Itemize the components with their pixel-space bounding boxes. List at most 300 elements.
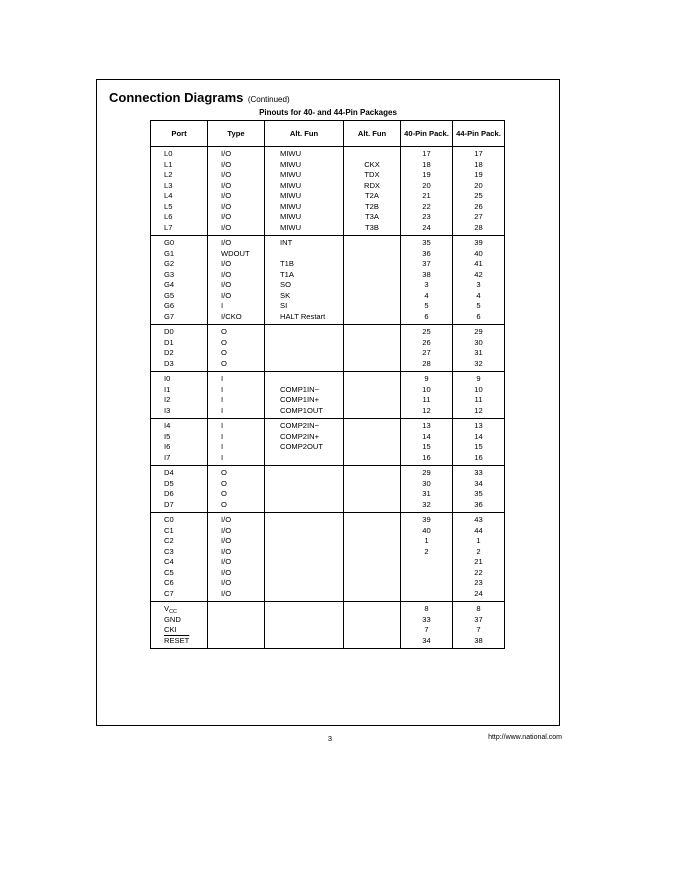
alt-fun-2-cell — [344, 513, 401, 602]
cell-value — [401, 568, 452, 579]
table-row — [151, 466, 505, 513]
cell-value: D0 — [164, 327, 174, 336]
cell-value: MIWU — [280, 170, 302, 179]
cell-value: 1 — [476, 536, 481, 545]
pin-44-cell — [453, 147, 505, 236]
cell-value: 23 — [474, 578, 483, 587]
page-frame — [96, 79, 560, 726]
cell-value: I/O — [221, 557, 232, 566]
cell-value: C2 — [164, 536, 174, 545]
cell-value — [401, 578, 452, 589]
cell-value: 32 — [474, 358, 483, 368]
type-cell — [208, 419, 265, 466]
cell-value: I — [221, 405, 224, 415]
page-number: 3 — [327, 734, 333, 743]
cell-value — [344, 374, 400, 385]
port-cell — [151, 513, 208, 602]
cell-value: 10 — [422, 384, 431, 394]
footer-url: http://www.national.com — [488, 734, 562, 741]
cell-value: COMP1IN− — [280, 384, 320, 394]
cell-value: I2 — [164, 395, 171, 404]
cell-value: 26 — [422, 337, 431, 347]
cell-value: 37 — [422, 259, 431, 268]
cell-value — [344, 385, 400, 396]
cell-value: INT — [280, 238, 293, 247]
port-cell — [151, 466, 208, 513]
cell-value: O — [221, 348, 227, 357]
cell-value: 36 — [474, 499, 483, 509]
cell-value: 20 — [422, 180, 431, 190]
cell-value: L4 — [164, 191, 173, 200]
cell-value: G0 — [164, 238, 175, 247]
cell-value: 29 — [474, 327, 483, 336]
cell-value: MIWU — [280, 159, 302, 169]
cell-value: L0 — [164, 149, 173, 158]
table-row — [151, 419, 505, 466]
type-cell — [208, 147, 265, 236]
cell-value: 30 — [422, 478, 431, 488]
cell-value: 3 — [476, 280, 481, 289]
cell-value: WDOUT — [221, 248, 250, 258]
col-header-port: Port — [151, 121, 208, 147]
cell-value: 35 — [422, 238, 431, 247]
cell-value: 25 — [422, 327, 431, 336]
col-header-type: Type — [208, 121, 265, 147]
alt-fun-2-cell — [344, 236, 401, 325]
pinout-table — [150, 120, 505, 649]
cell-value: 15 — [474, 442, 483, 451]
cell-value: 23 — [422, 212, 431, 221]
alt-fun-2-cell — [344, 147, 401, 236]
cell-value — [280, 536, 343, 547]
table-row — [151, 325, 505, 372]
cell-value: L1 — [164, 159, 173, 169]
pin-40-cell — [401, 372, 453, 419]
port-cell — [151, 325, 208, 372]
cell-value: 24 — [474, 588, 483, 598]
cell-value: T2B — [365, 201, 379, 211]
cell-value: D4 — [164, 468, 174, 477]
cell-value: 31 — [422, 489, 431, 498]
alt-fun-1-cell — [265, 419, 344, 466]
cki-label: CKI — [164, 625, 177, 634]
cell-value: 40 — [474, 248, 483, 258]
cell-value — [344, 557, 400, 568]
cell-value: T2A — [365, 191, 379, 200]
cell-value: 17 — [474, 149, 483, 158]
cell-value: 39 — [422, 515, 431, 524]
cell-value: 41 — [474, 259, 483, 268]
cell-value — [280, 249, 343, 260]
cell-value: C3 — [164, 546, 174, 556]
cell-value: G6 — [164, 301, 175, 310]
power-40pin-cell: 8 33 7 34 — [401, 602, 453, 649]
cell-value: G2 — [164, 259, 175, 268]
cell-value — [280, 547, 343, 558]
port-cell — [151, 372, 208, 419]
alt-fun-2-cell — [344, 372, 401, 419]
type-cell — [208, 325, 265, 372]
cell-value: 3 — [424, 280, 429, 289]
gnd-label: GND — [164, 614, 181, 624]
cell-value: T1A — [280, 269, 294, 279]
cell-value — [344, 395, 400, 406]
table-row — [151, 513, 505, 602]
cell-value: 38 — [422, 269, 431, 279]
cell-value: 14 — [474, 431, 483, 441]
cell-value: 39 — [474, 238, 483, 247]
cell-value — [344, 338, 400, 349]
cell-value: 44 — [474, 525, 483, 535]
cell-value: 9 — [424, 374, 429, 383]
cell-value: 42 — [474, 269, 483, 279]
cell-value: 10 — [474, 384, 483, 394]
cell-value — [280, 515, 343, 526]
col-header-alt-fun-1: Alt. Fun — [265, 121, 344, 147]
cell-value: 15 — [422, 442, 431, 451]
cell-value: I/O — [221, 588, 232, 598]
alt-fun-1-cell — [265, 513, 344, 602]
cell-value: I/CKO — [221, 311, 242, 321]
cell-value: G3 — [164, 269, 175, 279]
power-type-cell — [208, 602, 265, 649]
cell-value: 2 — [424, 546, 429, 556]
cell-value — [344, 238, 400, 249]
power-pins-row — [151, 602, 505, 649]
cell-value: O — [221, 499, 227, 509]
cell-value — [280, 359, 343, 370]
cell-value: I — [221, 431, 224, 441]
cell-value — [344, 453, 400, 464]
col-header-alt-fun-2: Alt. Fun — [344, 121, 401, 147]
pin-44-cell — [453, 372, 505, 419]
cell-value: 5 — [476, 301, 481, 310]
cell-value: COMP2OUT — [280, 442, 324, 451]
cell-value — [344, 406, 400, 417]
cell-value: 35 — [474, 489, 483, 498]
cell-value: 25 — [474, 191, 483, 200]
cell-value: CKX — [364, 159, 380, 169]
cell-value: 40 — [422, 525, 431, 535]
cell-value: I/O — [221, 269, 232, 279]
cell-value: O — [221, 358, 227, 368]
table-caption: Pinouts for 40- and 44-Pin Packages — [259, 108, 397, 117]
port-cell — [151, 147, 208, 236]
cell-value: 4 — [476, 290, 481, 300]
cell-value — [344, 489, 400, 500]
cell-value — [344, 515, 400, 526]
cell-value: 5 — [424, 301, 429, 310]
section-heading — [109, 89, 290, 107]
cell-value: I/O — [221, 525, 232, 535]
table-row — [151, 147, 505, 236]
cell-value: I/O — [221, 259, 232, 268]
pin-44-cell — [453, 419, 505, 466]
cell-value: O — [221, 478, 227, 488]
cell-value — [280, 489, 343, 500]
cell-value — [344, 536, 400, 547]
cell-value: I — [221, 384, 224, 394]
pin-40-cell — [401, 236, 453, 325]
cell-value: I/O — [221, 222, 232, 232]
cell-value: 43 — [474, 515, 483, 524]
alt-fun-2-cell — [344, 325, 401, 372]
cell-value: O — [221, 337, 227, 347]
cell-value: T1B — [280, 259, 294, 268]
cell-value: C6 — [164, 578, 174, 587]
cell-value: COMP1OUT — [280, 405, 324, 415]
cell-value: I/O — [221, 578, 232, 587]
cell-value: MIWU — [280, 191, 302, 200]
pin-40-cell — [401, 147, 453, 236]
pin-44-cell — [453, 513, 505, 602]
cell-value: I/O — [221, 180, 232, 190]
port-cell — [151, 236, 208, 325]
section-title: Connection Diagrams — [109, 90, 244, 105]
cell-value: 12 — [422, 405, 431, 415]
cell-value: 1 — [424, 536, 429, 545]
cell-value: 34 — [474, 478, 483, 488]
cell-value: D7 — [164, 499, 174, 509]
cell-value — [344, 149, 400, 160]
cell-value: 19 — [474, 170, 483, 179]
port-cell — [151, 419, 208, 466]
cell-value — [280, 568, 343, 579]
cell-value: 33 — [474, 468, 483, 477]
cell-value: 24 — [422, 222, 431, 232]
cell-value: MIWU — [280, 212, 302, 221]
cell-value: I7 — [164, 452, 171, 462]
cell-value: 30 — [474, 337, 483, 347]
cell-value: I/O — [221, 515, 232, 524]
cell-value: O — [221, 468, 227, 477]
type-cell — [208, 513, 265, 602]
cell-value: 28 — [474, 222, 483, 232]
cell-value: I — [221, 374, 224, 383]
section-continued: (Continued) — [247, 95, 290, 104]
cell-value: I/O — [221, 191, 232, 200]
alt-fun-1-cell — [265, 147, 344, 236]
cell-value: D2 — [164, 348, 174, 357]
alt-fun-1-cell — [265, 236, 344, 325]
cell-value: D3 — [164, 358, 174, 368]
cell-value: D6 — [164, 489, 174, 498]
type-cell — [208, 236, 265, 325]
cell-value — [280, 327, 343, 338]
cell-value: I — [221, 442, 224, 451]
cell-value: 29 — [422, 468, 431, 477]
cell-value — [344, 359, 400, 370]
cell-value: MIWU — [280, 222, 302, 232]
cell-value — [344, 442, 400, 453]
cell-value — [344, 301, 400, 312]
cell-value: I/O — [221, 280, 232, 289]
cell-value — [344, 526, 400, 537]
cell-value — [280, 500, 343, 511]
pin-44-cell — [453, 325, 505, 372]
cell-value: 6 — [424, 311, 429, 321]
cell-value — [344, 327, 400, 338]
cell-value: I/O — [221, 536, 232, 545]
cell-value — [280, 578, 343, 589]
cell-value — [344, 547, 400, 558]
cell-value: RDX — [363, 180, 381, 190]
cell-value: I/O — [221, 546, 232, 556]
cell-value — [401, 557, 452, 568]
cell-value: 4 — [424, 290, 429, 300]
cell-value — [280, 374, 343, 385]
cell-value: I3 — [164, 405, 171, 415]
cell-value: T3A — [365, 212, 379, 221]
cell-value — [344, 259, 400, 270]
cell-value: I/O — [221, 170, 232, 179]
cell-value — [344, 291, 400, 302]
cell-value: MIWU — [280, 201, 302, 211]
cell-value: C7 — [164, 588, 174, 598]
cell-value: C1 — [164, 525, 174, 535]
col-header-44-pin: 44-Pin Pack. — [453, 121, 505, 147]
cell-value — [280, 557, 343, 568]
cell-value — [344, 270, 400, 281]
cell-value: 9 — [476, 374, 481, 383]
cell-value: 22 — [474, 567, 483, 577]
cell-value: 2 — [476, 546, 481, 556]
cell-value: 13 — [474, 421, 483, 430]
cell-value: L7 — [164, 222, 173, 232]
cell-value: I — [221, 395, 224, 404]
power-alt1-cell — [265, 602, 344, 649]
cell-value — [344, 421, 400, 432]
pin-44-cell — [453, 236, 505, 325]
cell-value — [344, 568, 400, 579]
cell-value: MIWU — [280, 149, 302, 158]
cell-value: COMP2IN− — [280, 421, 320, 430]
cell-value: COMP1IN+ — [280, 395, 320, 404]
power-port-cell — [151, 602, 208, 649]
cell-value: 27 — [422, 348, 431, 357]
cell-value — [344, 312, 400, 323]
cell-value — [280, 526, 343, 537]
cell-value: MIWU — [280, 180, 302, 190]
cell-value — [280, 589, 343, 600]
cell-value: I0 — [164, 374, 171, 383]
cell-value: I1 — [164, 384, 171, 394]
table-header-row — [151, 121, 505, 147]
cell-value: I — [221, 421, 224, 430]
cell-value: C4 — [164, 557, 174, 566]
table-body — [151, 147, 505, 649]
cell-value: G7 — [164, 311, 175, 321]
cell-value: 17 — [422, 149, 431, 158]
reset-label: RESET — [164, 635, 190, 645]
cell-value: 26 — [474, 201, 483, 211]
cell-value: COMP2IN+ — [280, 431, 320, 441]
cell-value: 20 — [474, 180, 483, 190]
cell-value: C5 — [164, 567, 174, 577]
cell-value: 16 — [474, 452, 483, 462]
cell-value — [344, 348, 400, 359]
vcc-label: $V_{CC}$ — [164, 604, 178, 615]
alt-fun-1-cell — [265, 325, 344, 372]
cell-value: 11 — [474, 395, 483, 404]
cell-value: C0 — [164, 515, 174, 524]
cell-value: I — [221, 452, 224, 462]
cell-value — [344, 479, 400, 490]
cell-value: I4 — [164, 421, 171, 430]
cell-value: 11 — [422, 395, 431, 404]
cell-value: 28 — [422, 358, 431, 368]
cell-value: 14 — [422, 431, 431, 441]
pin-40-cell — [401, 419, 453, 466]
cell-value: I6 — [164, 442, 171, 451]
cell-value — [344, 468, 400, 479]
cell-value: 21 — [474, 557, 483, 566]
cell-value: 21 — [422, 191, 431, 200]
cell-value: L2 — [164, 170, 173, 179]
cell-value — [280, 453, 343, 464]
cell-value — [280, 468, 343, 479]
cell-value: 19 — [422, 170, 431, 179]
cell-value: SO — [280, 280, 291, 289]
alt-fun-1-cell — [265, 466, 344, 513]
cell-value: D5 — [164, 478, 174, 488]
alt-fun-2-cell — [344, 466, 401, 513]
power-44pin-cell: 8 37 7 38 — [453, 602, 505, 649]
cell-value: L6 — [164, 212, 173, 221]
cell-value: G4 — [164, 280, 175, 289]
cell-value: 27 — [474, 212, 483, 221]
cell-value: 16 — [422, 452, 431, 462]
type-cell — [208, 466, 265, 513]
pin-40-cell — [401, 466, 453, 513]
cell-value: SK — [280, 290, 291, 300]
cell-value — [344, 500, 400, 511]
cell-value — [344, 249, 400, 260]
cell-value: 36 — [422, 248, 431, 258]
alt-fun-2-cell — [344, 419, 401, 466]
cell-value: I/O — [221, 238, 232, 247]
cell-value: 6 — [476, 311, 481, 321]
pin-44-cell — [453, 466, 505, 513]
cell-value — [344, 280, 400, 291]
cell-value: I/O — [221, 149, 232, 158]
cell-value: I5 — [164, 431, 171, 441]
cell-value: O — [221, 327, 227, 336]
cell-value: I/O — [221, 567, 232, 577]
cell-value: O — [221, 489, 227, 498]
cell-value — [344, 578, 400, 589]
cell-value — [401, 589, 452, 600]
cell-value: G1 — [164, 248, 175, 258]
cell-value: T3B — [365, 222, 379, 232]
cell-value: D1 — [164, 337, 174, 347]
table-row — [151, 236, 505, 325]
cell-value: HALT Restart — [280, 311, 326, 321]
pin-40-cell — [401, 513, 453, 602]
col-header-40-pin: 40-Pin Pack. — [401, 121, 453, 147]
cell-value: I/O — [221, 212, 232, 221]
cell-value: I — [221, 301, 224, 310]
cell-value: 18 — [422, 159, 431, 169]
cell-value: I/O — [221, 290, 232, 300]
cell-value — [344, 432, 400, 443]
table-row — [151, 372, 505, 419]
cell-value: I/O — [221, 159, 232, 169]
cell-value: TDX — [364, 170, 380, 179]
type-cell — [208, 372, 265, 419]
cell-value: G5 — [164, 290, 175, 300]
cell-value — [280, 479, 343, 490]
